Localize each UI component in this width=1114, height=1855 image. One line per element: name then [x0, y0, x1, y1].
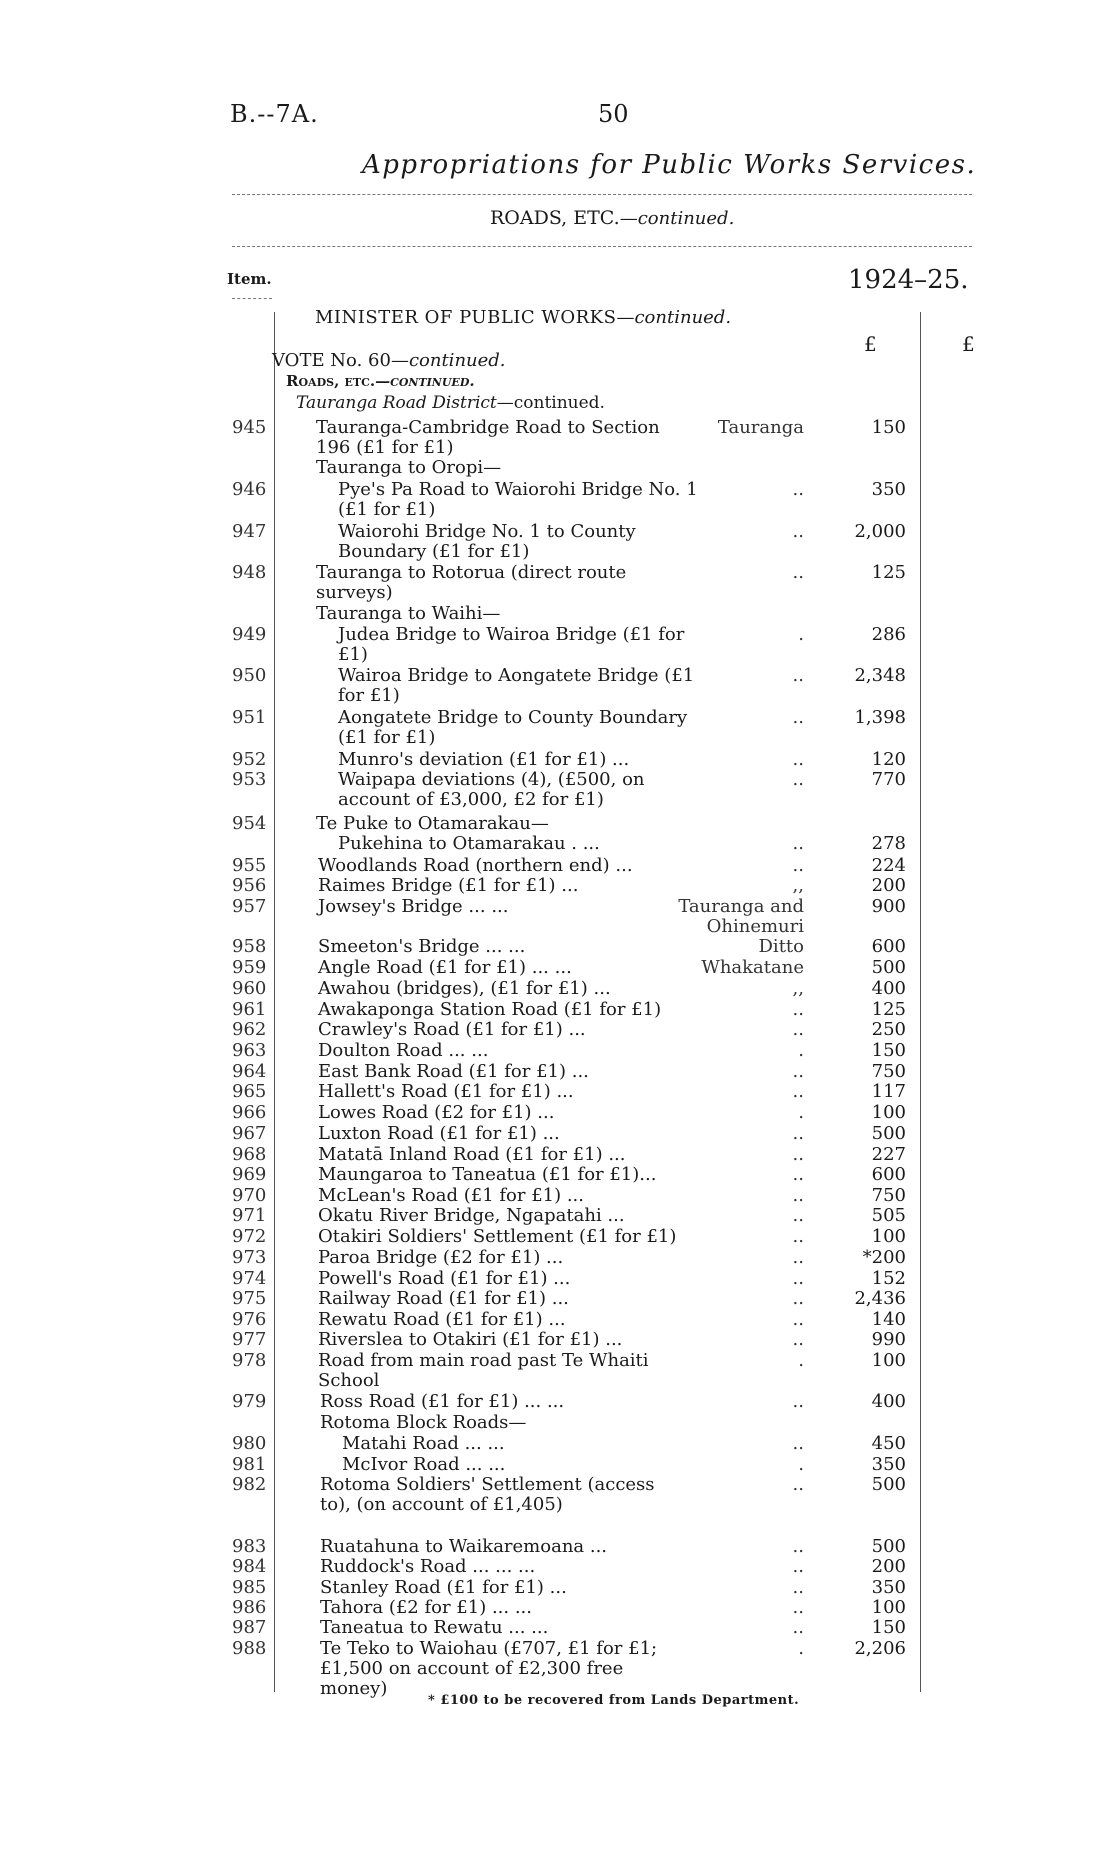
- item-number: 945: [232, 417, 267, 438]
- vote-number: VOTE No. 60: [272, 350, 391, 371]
- item-amount: 250: [871, 1019, 906, 1040]
- item-district: ..: [792, 1617, 804, 1638]
- item-number: 961: [232, 999, 267, 1020]
- item-district: ..: [792, 1144, 804, 1165]
- item-amount: 224: [871, 855, 906, 876]
- item-description: Matatā Inland Road (£1 for £1) ...: [318, 1144, 626, 1165]
- item-amount: 117: [871, 1081, 906, 1102]
- item-amount: 500: [871, 1474, 906, 1495]
- item-district: ..: [792, 479, 804, 500]
- item-amount: 278: [871, 833, 906, 854]
- item-amount: 100: [871, 1597, 906, 1618]
- item-district: .: [798, 1350, 804, 1371]
- item-amount: 286: [871, 624, 906, 645]
- subtitle-continued: —continued.: [619, 208, 735, 229]
- item-number: 982: [232, 1474, 267, 1495]
- roads-continued: —continued.: [375, 372, 475, 390]
- item-description: Awakaponga Station Road (£1 for £1): [318, 999, 662, 1020]
- item-district: Ditto: [758, 936, 804, 957]
- minister-name: MINISTER OF PUBLIC WORKS: [315, 307, 617, 328]
- item-amount: 227: [871, 1144, 906, 1165]
- item-number: 979: [232, 1391, 267, 1412]
- item-district: ..: [792, 1329, 804, 1350]
- divider-top: [232, 194, 972, 195]
- item-description: Tauranga-Cambridge Road to Section 196 (£1 for £1): [316, 417, 660, 458]
- item-description: Okatu River Bridge, Ngapatahi ...: [318, 1205, 625, 1226]
- item-amount: 500: [871, 957, 906, 978]
- item-amount: 150: [871, 1617, 906, 1638]
- item-number: 970: [232, 1185, 267, 1206]
- item-district: ..: [792, 665, 804, 686]
- item-amount: 152: [871, 1268, 906, 1289]
- item-number: 988: [232, 1638, 267, 1659]
- item-amount: 2,000: [854, 521, 906, 542]
- item-district: ,,: [792, 978, 804, 999]
- item-number: 958: [232, 936, 267, 957]
- item-number: 954: [232, 813, 267, 834]
- item-description: Pukehina to Otamarakau . ...: [338, 833, 600, 854]
- item-district: Tauranga and Ohinemuri: [678, 896, 804, 937]
- item-district: Tauranga: [717, 417, 804, 438]
- item-district: ..: [792, 1164, 804, 1185]
- item-description: Ruatahuna to Waikaremoana ...: [320, 1536, 608, 1557]
- item-amount: 125: [871, 999, 906, 1020]
- item-number: 947: [232, 521, 267, 542]
- item-description: Rotoma Soldiers' Settlement (access to), (on account of £1,405): [320, 1474, 655, 1515]
- item-district: .: [798, 1454, 804, 1475]
- item-district: ..: [792, 1247, 804, 1268]
- item-district: ..: [792, 1309, 804, 1330]
- item-number: 967: [232, 1123, 267, 1144]
- item-description: Woodlands Road (northern end) ...: [318, 855, 633, 876]
- item-amount: 2,206: [854, 1638, 906, 1659]
- item-number: 969: [232, 1164, 267, 1185]
- item-district: ..: [792, 1226, 804, 1247]
- item-district: ..: [792, 1474, 804, 1495]
- item-description: Paroa Bridge (£2 for £1) ...: [318, 1247, 564, 1268]
- item-district: ..: [792, 1019, 804, 1040]
- item-number: 975: [232, 1288, 267, 1309]
- item-description: Riverslea to Otakiri (£1 for £1) ...: [318, 1329, 623, 1350]
- item-description: Hallett's Road (£1 for £1) ...: [318, 1081, 574, 1102]
- item-number: 968: [232, 1144, 267, 1165]
- item-number: 962: [232, 1019, 267, 1040]
- item-description: Angle Road (£1 for £1) ... ...: [318, 957, 572, 978]
- item-district: ..: [792, 1081, 804, 1102]
- item-district: ..: [792, 749, 804, 770]
- item-number: 953: [232, 769, 267, 790]
- item-district: Whakatane: [701, 957, 804, 978]
- item-amount: 200: [871, 875, 906, 896]
- item-description: Rewatu Road (£1 for £1) ...: [318, 1309, 566, 1330]
- item-number: 948: [232, 562, 267, 583]
- item-amount: 400: [871, 1391, 906, 1412]
- item-description: Taneatua to Rewatu ... ...: [320, 1617, 549, 1638]
- year-column-header: 1924–25.: [848, 265, 969, 295]
- item-district: ..: [792, 707, 804, 728]
- item-description: Otakiri Soldiers' Settlement (£1 for £1): [318, 1226, 677, 1247]
- item-amount: 150: [871, 417, 906, 438]
- item-district: .: [798, 1102, 804, 1123]
- item-description: Jowsey's Bridge ... ...: [318, 896, 509, 917]
- item-description: Powell's Road (£1 for £1) ...: [318, 1268, 571, 1289]
- item-number: 985: [232, 1577, 267, 1598]
- item-district: .: [798, 624, 804, 645]
- footnote: * £100 to be recovered from Lands Department.: [428, 1693, 800, 1708]
- item-number: 960: [232, 978, 267, 999]
- item-number: 946: [232, 479, 267, 500]
- item-amount: 600: [871, 1164, 906, 1185]
- item-number: 984: [232, 1556, 267, 1577]
- item-number: 951: [232, 707, 267, 728]
- item-amount: 990: [871, 1329, 906, 1350]
- item-amount: 450: [871, 1433, 906, 1454]
- item-number: 964: [232, 1061, 267, 1082]
- item-description: Railway Road (£1 for £1) ...: [318, 1288, 569, 1309]
- item-description: Doulton Road ... ...: [318, 1040, 489, 1061]
- item-number: 976: [232, 1309, 267, 1330]
- item-district: ..: [792, 521, 804, 542]
- item-number: 952: [232, 749, 267, 770]
- item-amount: 1,398: [854, 707, 906, 728]
- item-description: Ross Road (£1 for £1) ... ...: [320, 1391, 565, 1412]
- item-description: McLean's Road (£1 for £1) ...: [318, 1185, 585, 1206]
- item-district: ..: [792, 1205, 804, 1226]
- item-amount: 350: [871, 479, 906, 500]
- item-amount: 100: [871, 1226, 906, 1247]
- pound-symbol-left: £: [864, 332, 877, 356]
- item-description: Pye's Pa Road to Waiorohi Bridge No. 1 (£1 for £1): [338, 479, 698, 520]
- item-district: ..: [792, 1268, 804, 1289]
- page-title: Appropriations for Public Works Services.: [362, 150, 977, 180]
- item-district: ..: [792, 1288, 804, 1309]
- item-number: 971: [232, 1205, 267, 1226]
- item-amount: 600: [871, 936, 906, 957]
- item-amount: 120: [871, 749, 906, 770]
- item-number: 949: [232, 624, 267, 645]
- item-number: 987: [232, 1617, 267, 1638]
- item-district: ..: [792, 999, 804, 1020]
- item-amount: 125: [871, 562, 906, 583]
- column-rule-amount: [920, 312, 921, 1692]
- item-number: 959: [232, 957, 267, 978]
- item-amount: 750: [871, 1061, 906, 1082]
- item-district: ..: [792, 562, 804, 583]
- item-number: 973: [232, 1247, 267, 1268]
- pound-symbol-right: £: [962, 332, 975, 356]
- item-district: ..: [792, 1577, 804, 1598]
- item-number: 956: [232, 875, 267, 896]
- item-district: .: [798, 1040, 804, 1061]
- item-district: ..: [792, 1123, 804, 1144]
- item-amount: 350: [871, 1577, 906, 1598]
- item-amount: 150: [871, 1040, 906, 1061]
- item-description: Awahou (bridges), (£1 for £1) ...: [318, 978, 611, 999]
- item-description: Rotoma Block Roads—: [320, 1412, 527, 1433]
- item-number: 966: [232, 1102, 267, 1123]
- item-amount: 400: [871, 978, 906, 999]
- district-name: Tauranga Road District: [296, 393, 497, 413]
- item-description: Tauranga to Oropi—: [316, 457, 502, 478]
- minister-heading: [315, 307, 731, 328]
- item-description: Waipapa deviations (4), (£500, on account of £3,000, £2 for £1): [338, 769, 645, 810]
- vote-heading: [272, 350, 506, 371]
- item-description: Waiorohi Bridge No. 1 to County Boundary (£1 for £1): [338, 521, 636, 562]
- item-description: McIvor Road ... ...: [342, 1454, 506, 1475]
- item-number: 963: [232, 1040, 267, 1061]
- item-column-header: Item.: [227, 270, 272, 288]
- item-number: 950: [232, 665, 267, 686]
- item-description: East Bank Road (£1 for £1) ...: [318, 1061, 589, 1082]
- roads-heading: [286, 372, 475, 390]
- item-district: ..: [792, 1556, 804, 1577]
- item-description: Tahora (£2 for £1) ... ...: [320, 1597, 533, 1618]
- district-heading: [296, 393, 605, 413]
- item-district: ..: [792, 1536, 804, 1557]
- divider-item: [232, 298, 272, 299]
- item-description: Road from main road past Te Whaiti School: [318, 1350, 649, 1391]
- item-amount: 100: [871, 1350, 906, 1371]
- item-number: 980: [232, 1433, 267, 1454]
- subtitle-main: ROADS, ETC.: [490, 207, 620, 229]
- item-amount: 100: [871, 1102, 906, 1123]
- item-description: Tauranga to Rotorua (direct route surveys): [316, 562, 627, 603]
- item-district: ..: [792, 1185, 804, 1206]
- item-description: Luxton Road (£1 for £1) ...: [318, 1123, 560, 1144]
- item-number: 977: [232, 1329, 267, 1350]
- item-description: Judea Bridge to Wairoa Bridge (£1 for £1): [338, 624, 685, 665]
- item-district: ..: [792, 833, 804, 854]
- item-number: 986: [232, 1597, 267, 1618]
- item-number: 972: [232, 1226, 267, 1247]
- item-amount: 770: [871, 769, 906, 790]
- item-description: Raimes Bridge (£1 for £1) ...: [318, 875, 579, 896]
- item-number: 974: [232, 1268, 267, 1289]
- item-description: Wairoa Bridge to Aongatete Bridge (£1 for £1): [338, 665, 695, 706]
- item-district: ..: [792, 769, 804, 790]
- item-amount: 750: [871, 1185, 906, 1206]
- item-district: .: [798, 1638, 804, 1659]
- item-number: 981: [232, 1454, 267, 1475]
- item-district: ,,: [792, 875, 804, 896]
- item-district: ..: [792, 1433, 804, 1454]
- item-description: Te Puke to Otamarakau—: [316, 813, 549, 834]
- item-description: Lowes Road (£2 for £1) ...: [318, 1102, 555, 1123]
- page-number: 50: [598, 100, 629, 128]
- item-description: Munro's deviation (£1 for £1) ...: [338, 749, 630, 770]
- item-amount: 505: [871, 1205, 906, 1226]
- item-district: ..: [792, 1597, 804, 1618]
- district-continued: —continued.: [496, 393, 605, 413]
- minister-continued: —continued.: [616, 307, 732, 328]
- item-description: Aongatete Bridge to County Boundary (£1 for £1): [338, 707, 688, 748]
- item-amount: 500: [871, 1536, 906, 1557]
- item-number: 957: [232, 896, 267, 917]
- item-amount: 900: [871, 896, 906, 917]
- item-description: Maungaroa to Taneatua (£1 for £1)...: [318, 1164, 657, 1185]
- item-description: Matahi Road ... ...: [342, 1433, 505, 1454]
- item-amount: 2,436: [854, 1288, 906, 1309]
- item-number: 978: [232, 1350, 267, 1371]
- item-district: ..: [792, 855, 804, 876]
- divider-header: [232, 246, 972, 247]
- item-district: ..: [792, 1061, 804, 1082]
- item-amount: *200: [862, 1247, 906, 1268]
- item-description: Smeeton's Bridge ... ...: [318, 936, 526, 957]
- column-rule-item: [274, 312, 275, 1692]
- item-number: 955: [232, 855, 267, 876]
- document-reference: B.--7A.: [230, 100, 319, 128]
- item-number: 983: [232, 1536, 267, 1557]
- section-subtitle: [490, 207, 734, 229]
- item-description: Ruddock's Road ... ... ...: [320, 1556, 536, 1577]
- item-number: 965: [232, 1081, 267, 1102]
- item-amount: 2,348: [854, 665, 906, 686]
- item-amount: 200: [871, 1556, 906, 1577]
- item-description: Tauranga to Waihi—: [316, 603, 501, 624]
- item-amount: 140: [871, 1309, 906, 1330]
- item-amount: 500: [871, 1123, 906, 1144]
- item-description: Crawley's Road (£1 for £1) ...: [318, 1019, 586, 1040]
- item-description: Stanley Road (£1 for £1) ...: [320, 1577, 567, 1598]
- item-district: ..: [792, 1391, 804, 1412]
- item-description: Te Teko to Waiohau (£707, £1 for £1; £1,500 on account of £2,300 free money): [320, 1638, 658, 1699]
- roads-label: Roads, etc.: [286, 372, 376, 390]
- item-amount: 350: [871, 1454, 906, 1475]
- vote-continued: —continued.: [390, 350, 506, 371]
